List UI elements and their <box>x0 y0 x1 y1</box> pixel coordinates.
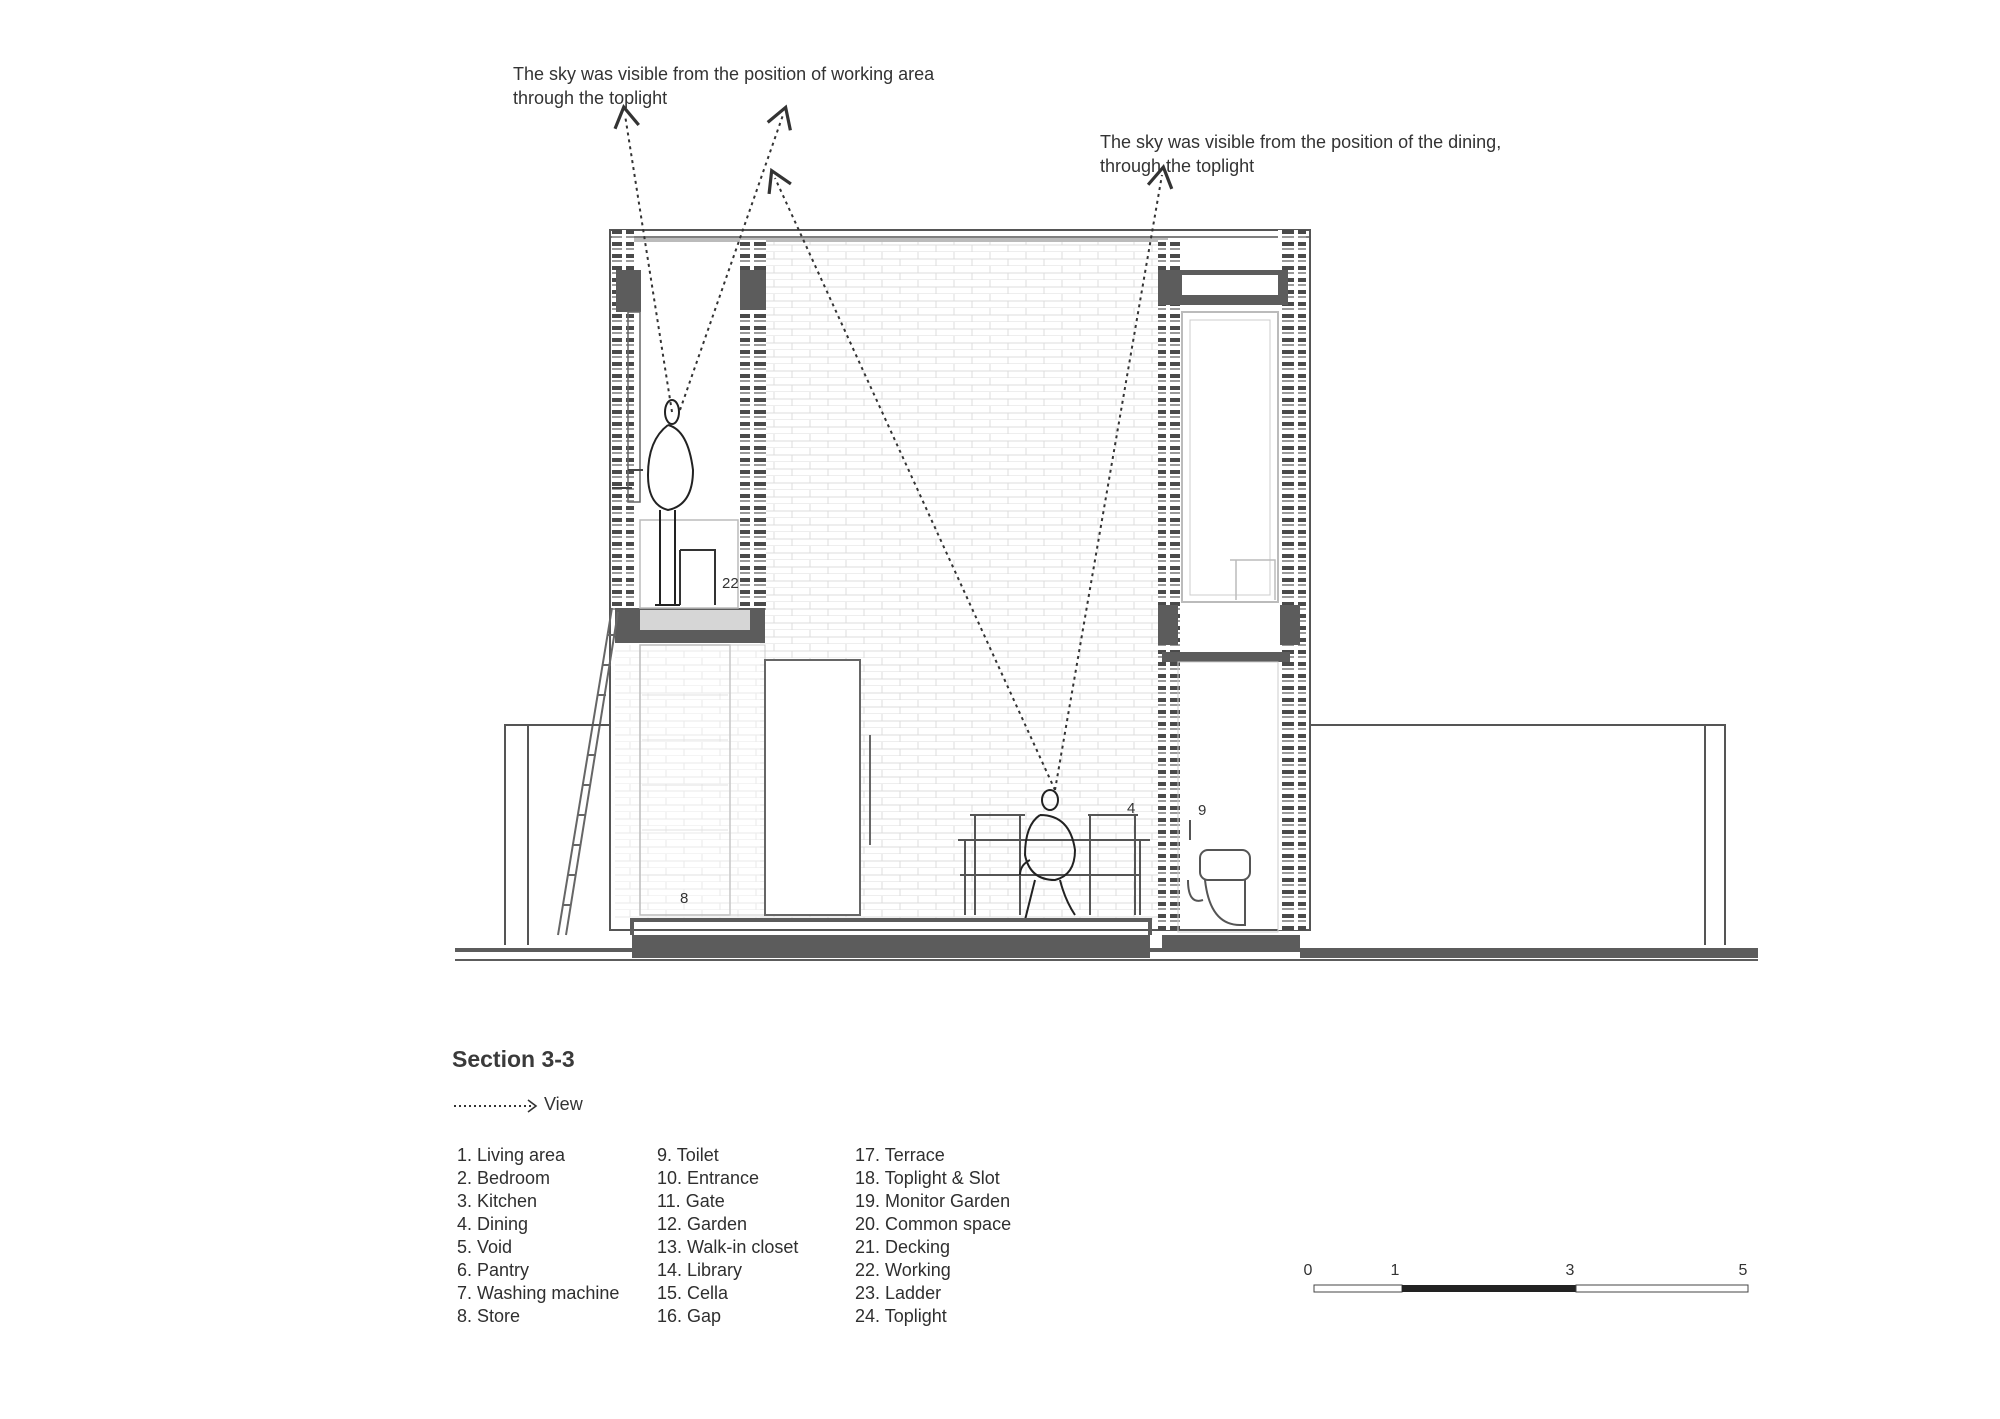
annotation-working: The sky was visible from the position of working area through the toplight <box>513 64 935 108</box>
legend-item: 18. Toplight & Slot <box>855 1168 1000 1188</box>
scale-tick: 0 <box>1303 1262 1313 1279</box>
view-arrow-icon <box>452 1096 542 1116</box>
legend-item: 3. Kitchen <box>457 1191 538 1211</box>
ground-slab <box>455 935 1758 958</box>
legend-item: 11. Gate <box>657 1191 725 1211</box>
toplight-frame <box>628 238 1168 242</box>
room-label-toilet: 9 <box>1198 802 1207 819</box>
person-working <box>648 400 693 605</box>
working-desk <box>640 520 738 608</box>
section-title: Section 3-3 <box>452 1046 575 1072</box>
toilet-room <box>1178 662 1278 932</box>
legend-item: 13. Walk-in closet <box>657 1237 799 1257</box>
beam-top-left <box>616 270 641 312</box>
legend-item: 19. Monitor Garden <box>855 1191 1011 1211</box>
beam-mid-right-outer <box>1280 605 1300 645</box>
right-outer-brick-column <box>1278 230 1306 930</box>
legend-item: 14. Library <box>657 1260 743 1280</box>
legend-column-2 <box>657 1144 798 1328</box>
legend-item: 6. Pantry <box>457 1260 530 1280</box>
legend-column-3 <box>855 1144 1011 1328</box>
legend-item: 15. Cella <box>657 1283 729 1303</box>
legend-item: 1. Living area <box>457 1145 566 1165</box>
view-label: View <box>544 1094 583 1114</box>
room-label-dining: 4 <box>1127 800 1136 817</box>
legend-item: 4. Dining <box>457 1214 529 1234</box>
legend-item: 21. Decking <box>855 1237 951 1257</box>
legend-item: 5. Void <box>457 1237 513 1257</box>
legend-item: 7. Washing machine <box>457 1283 620 1303</box>
legend-item: 16. Gap <box>657 1306 722 1326</box>
room-label-store: 8 <box>680 890 689 907</box>
legend-item: 2. Bedroom <box>457 1168 551 1188</box>
scale-tick: 3 <box>1565 1262 1575 1279</box>
entrance-door <box>765 660 860 915</box>
legend-item: 24. Toplight <box>855 1306 947 1326</box>
legend-item: 22. Working <box>855 1260 951 1280</box>
legend-item: 12. Garden <box>657 1214 748 1234</box>
legend-item: 9. Toilet <box>657 1145 719 1165</box>
legend-item: 23. Ladder <box>855 1283 942 1303</box>
upper-right-window <box>1182 312 1278 602</box>
view-legend <box>452 1094 672 1118</box>
legend-item: 8. Store <box>457 1306 521 1326</box>
scale-tick: 5 <box>1738 1262 1748 1279</box>
slab-toilet-top <box>1162 652 1290 662</box>
room-label-working: 22 <box>722 575 739 592</box>
legend-item: 20. Common space <box>855 1214 1012 1234</box>
right-inner-brick-column <box>1158 240 1180 930</box>
annotation-dining: The sky was visible from the position of the dining, through the toplight <box>1100 132 1502 176</box>
beam-mid-right <box>1158 605 1178 645</box>
legend-column-1 <box>457 1144 619 1328</box>
beam-top-center <box>740 270 766 310</box>
legend-item: 10. Entrance <box>657 1168 760 1188</box>
toilet-fixture <box>1188 820 1250 925</box>
legend-item: 17. Terrace <box>855 1145 945 1165</box>
scale-tick: 1 <box>1390 1262 1400 1279</box>
scale-bar <box>1300 1262 1750 1302</box>
scale-bar-graphic <box>1300 1262 1750 1302</box>
brick-wall-lower-left <box>615 645 765 920</box>
